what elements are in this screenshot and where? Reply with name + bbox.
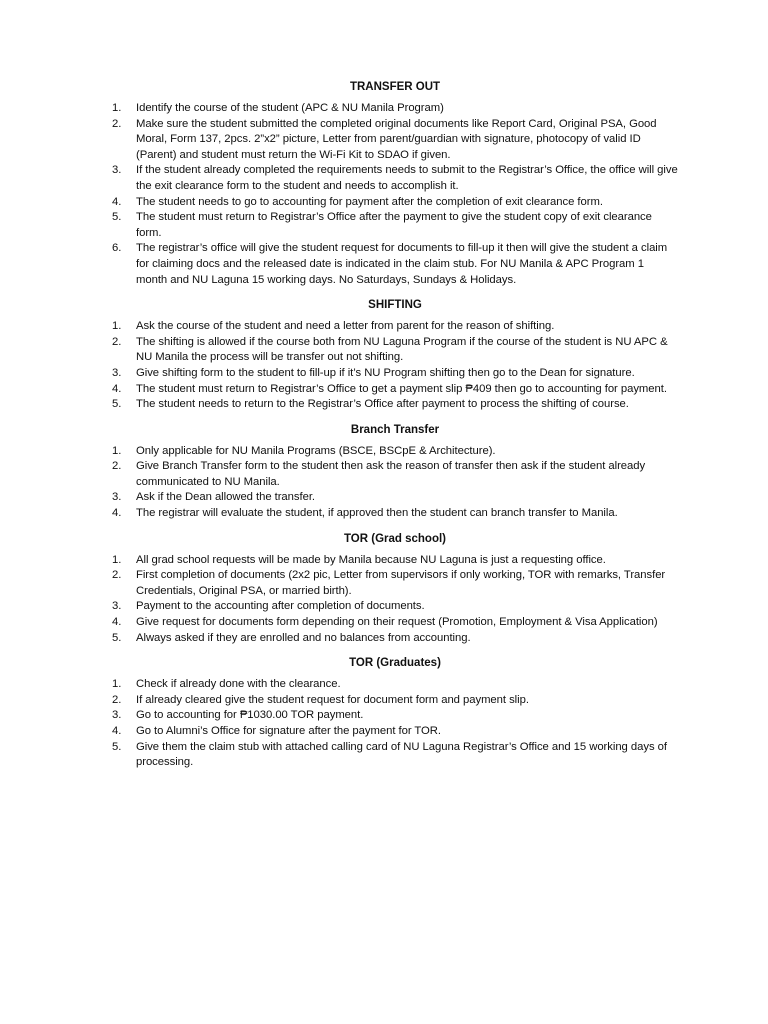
item-text: All grad school requests will be made by Manila because NU Laguna is just a requesting office. [136, 553, 606, 566]
list-item [112, 506, 678, 522]
list-item [112, 708, 678, 724]
list-item [112, 397, 678, 413]
numbered-list [112, 553, 678, 647]
item-number: 5. [112, 631, 122, 644]
item-number: 3. [112, 366, 122, 379]
item-text: The registrar will evaluate the student, if approved then the student can branch transfer to Manila. [136, 507, 618, 520]
list-item [112, 693, 678, 709]
item-number: 1. [112, 102, 122, 114]
item-text: Go to accounting for ₱1030.00 TOR payment. [136, 709, 364, 722]
item-number: 2. [112, 460, 122, 473]
item-text: The registrar’s office will give the student request for documents to fill-up it then will give the student a claim for claiming docs and the released date is indicated in the claim stub. For NU Manila & APC Program 1 month and NU Laguna 15 working days. No Saturdays, Sundays & Holidays. [136, 242, 668, 286]
list-item [112, 241, 678, 288]
numbered-list [112, 101, 678, 288]
list-item [112, 382, 678, 398]
item-text: Ask if the Dean allowed the transfer. [136, 491, 315, 504]
list-item [112, 366, 678, 382]
list-item [112, 101, 678, 117]
list-item [112, 319, 678, 335]
item-text: Give request for documents form depending on their request (Promotion, Employment & Visa Application) [136, 616, 658, 629]
item-number: 4. [112, 382, 122, 395]
item-number: 2. [112, 117, 122, 130]
item-text: Make sure the student submitted the completed original documents like Report Card, Original PSA, Good Moral, Form 137, 2pcs. 2”x2” picture, Letter from parent/guardian with signature, photocopy of valid ID (Parent) and student must return the Wi-Fi Kit to SDAO if given. [136, 117, 657, 161]
list-item [112, 117, 678, 164]
section-heading: TRANSFER OUT [349, 81, 441, 93]
item-number: 2. [112, 693, 122, 706]
item-number: 3. [112, 600, 122, 613]
item-text: Ask the course of the student and need a letter from parent for the reason of shifting. [136, 320, 555, 333]
item-text: The student needs to go to accounting for payment after the completion of exit clearance form. [136, 195, 603, 208]
list-item [112, 724, 678, 740]
item-number: 3. [112, 709, 122, 722]
list-item [112, 677, 678, 693]
item-text: If already cleared give the student request for document form and payment slip. [136, 693, 529, 706]
list-item [112, 553, 678, 569]
section-shifting [112, 297, 678, 413]
list-item [112, 335, 678, 366]
item-text: Give them the claim stub with attached calling card of NU Laguna Registrar’s Office and 15 working days of processing. [136, 740, 667, 769]
section-tor-graduates [112, 655, 678, 771]
list-item [112, 568, 678, 599]
item-text: The shifting is allowed if the course both from NU Laguna Program if the course of the student is NU APC & NU Manila the process will be transfer out not shifting. [136, 335, 668, 364]
item-number: 1. [112, 553, 122, 566]
item-text: Always asked if they are enrolled and no balances from accounting. [136, 631, 471, 644]
item-text: Give shifting form to the student to fill-up if it’s NU Program shifting then go to the Dean for signature. [136, 366, 635, 379]
item-text: The student must return to Registrar’s Office after the payment to give the student copy of exit clearance form. [136, 211, 652, 239]
item-number: 4. [112, 725, 122, 737]
item-number: 2. [112, 335, 122, 348]
item-text: Payment to the accounting after completion of documents. [136, 600, 425, 613]
section-heading: TOR (Graduates) [349, 657, 441, 670]
item-text: First completion of documents (2x2 pic, Letter from supervisors if only working, TOR with remarks, Transfer Credentials, Original PSA, or married birth). [136, 569, 666, 597]
numbered-list [112, 444, 678, 522]
section-transfer-out [112, 79, 678, 288]
item-number: 1. [112, 444, 122, 457]
list-item [112, 631, 678, 647]
item-number: 4. [112, 616, 122, 629]
section-tor-grad-school [112, 531, 678, 647]
section-heading: TOR (Grad school) [343, 532, 447, 545]
numbered-list [112, 319, 678, 413]
item-text: Identify the course of the student (APC & NU Manila Program) [136, 102, 444, 114]
item-text: Go to Alumni’s Office for signature after the payment for TOR. [136, 725, 441, 737]
list-item [112, 459, 678, 490]
list-item [112, 210, 678, 241]
item-text: If the student already completed the requirements needs to submit to the Registrar’s Office, the office will give the exit clearance form to the student and needs to accomplish it. [136, 164, 678, 192]
item-number: 1. [112, 678, 122, 691]
item-number: 5. [112, 740, 122, 753]
list-item [112, 444, 678, 460]
item-text: Only applicable for NU Manila Programs (BSCE, BSCpE & Architecture). [136, 444, 496, 457]
item-text: Check if already done with the clearance. [136, 678, 341, 691]
item-number: 3. [112, 491, 122, 504]
item-number: 3. [112, 164, 122, 177]
item-text: Give Branch Transfer form to the student then ask the reason of transfer then ask if the student already communicated to NU Manila. [136, 460, 646, 488]
list-item [112, 615, 678, 631]
item-number: 4. [112, 507, 122, 520]
list-item [112, 163, 678, 194]
item-number: 2. [112, 569, 122, 582]
section-heading: SHIFTING [368, 299, 422, 312]
section-branch-transfer [112, 422, 678, 522]
item-text: The student needs to return to the Registrar’s Office after payment to process the shifting of course. [136, 398, 629, 411]
item-number: 5. [112, 398, 122, 411]
list-item [112, 195, 678, 211]
list-item [112, 740, 678, 771]
item-text: The student must return to Registrar’s Office to get a payment slip ₱409 then go to accounting for payment. [136, 382, 667, 395]
item-number: 1. [112, 320, 122, 333]
item-number: 6. [112, 242, 122, 255]
list-item [112, 599, 678, 615]
item-number: 4. [112, 195, 122, 208]
item-number: 5. [112, 211, 122, 224]
section-heading: Branch Transfer [350, 423, 440, 436]
numbered-list [112, 677, 678, 771]
list-item [112, 490, 678, 506]
